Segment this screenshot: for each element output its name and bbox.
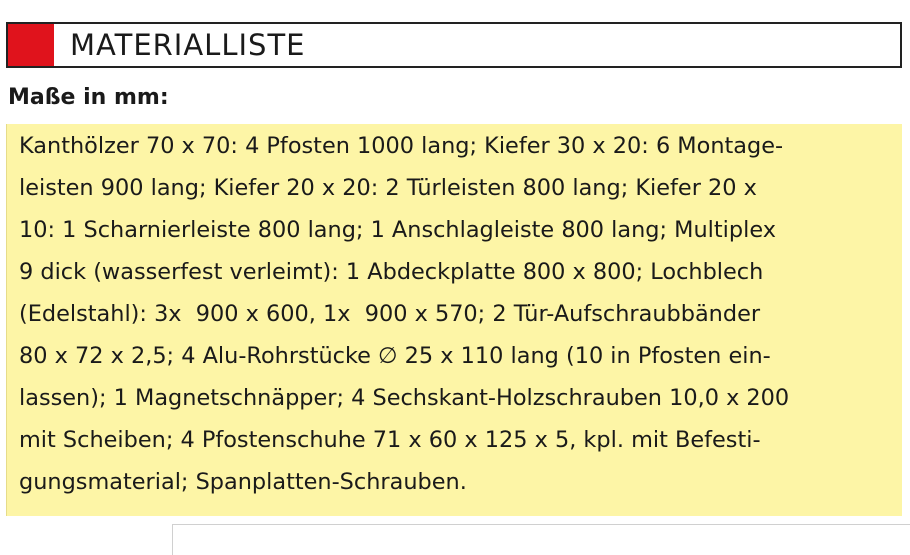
materials-line: (Edelstahl): 3x 900 x 600, 1x 900 x 570; 2 Tür-Aufschraubbänder — [19, 301, 761, 327]
materials-line: leisten 900 lang; Kiefer 20 x 20: 2 Türleisten 800 lang; Kiefer 20 x — [19, 175, 757, 201]
header-accent-block — [8, 24, 54, 66]
section-title: MATERIALLISTE — [70, 28, 306, 62]
units-subheading: Maße in mm: — [8, 85, 169, 110]
materials-line: Kanthölzer 70 x 70: 4 Pfosten 1000 lang; Kiefer 30 x 20: 6 Montage- — [19, 133, 784, 159]
materials-line: 9 dick (wasserfest verleimt): 1 Abdeckplatte 800 x 800; Lochblech — [19, 259, 764, 285]
materials-box — [6, 124, 902, 516]
materials-line: gungsmaterial; Spanplatten-Schrauben. — [19, 469, 467, 495]
materials-line: 80 x 72 x 2,5; 4 Alu-Rohrstücke ∅ 25 x 110 lang (10 in Pfosten ein- — [19, 343, 771, 369]
adjacent-frame — [172, 524, 910, 555]
materials-line: mit Scheiben; 4 Pfostenschuhe 71 x 60 x 125 x 5, kpl. mit Befesti- — [19, 427, 761, 453]
materials-line: lassen); 1 Magnetschnäpper; 4 Sechskant-Holzschrauben 10,0 x 200 — [19, 385, 790, 411]
materials-line: 10: 1 Scharnierleiste 800 lang; 1 Anschlagleiste 800 lang; Multiplex — [19, 217, 776, 243]
section-header — [6, 22, 902, 68]
